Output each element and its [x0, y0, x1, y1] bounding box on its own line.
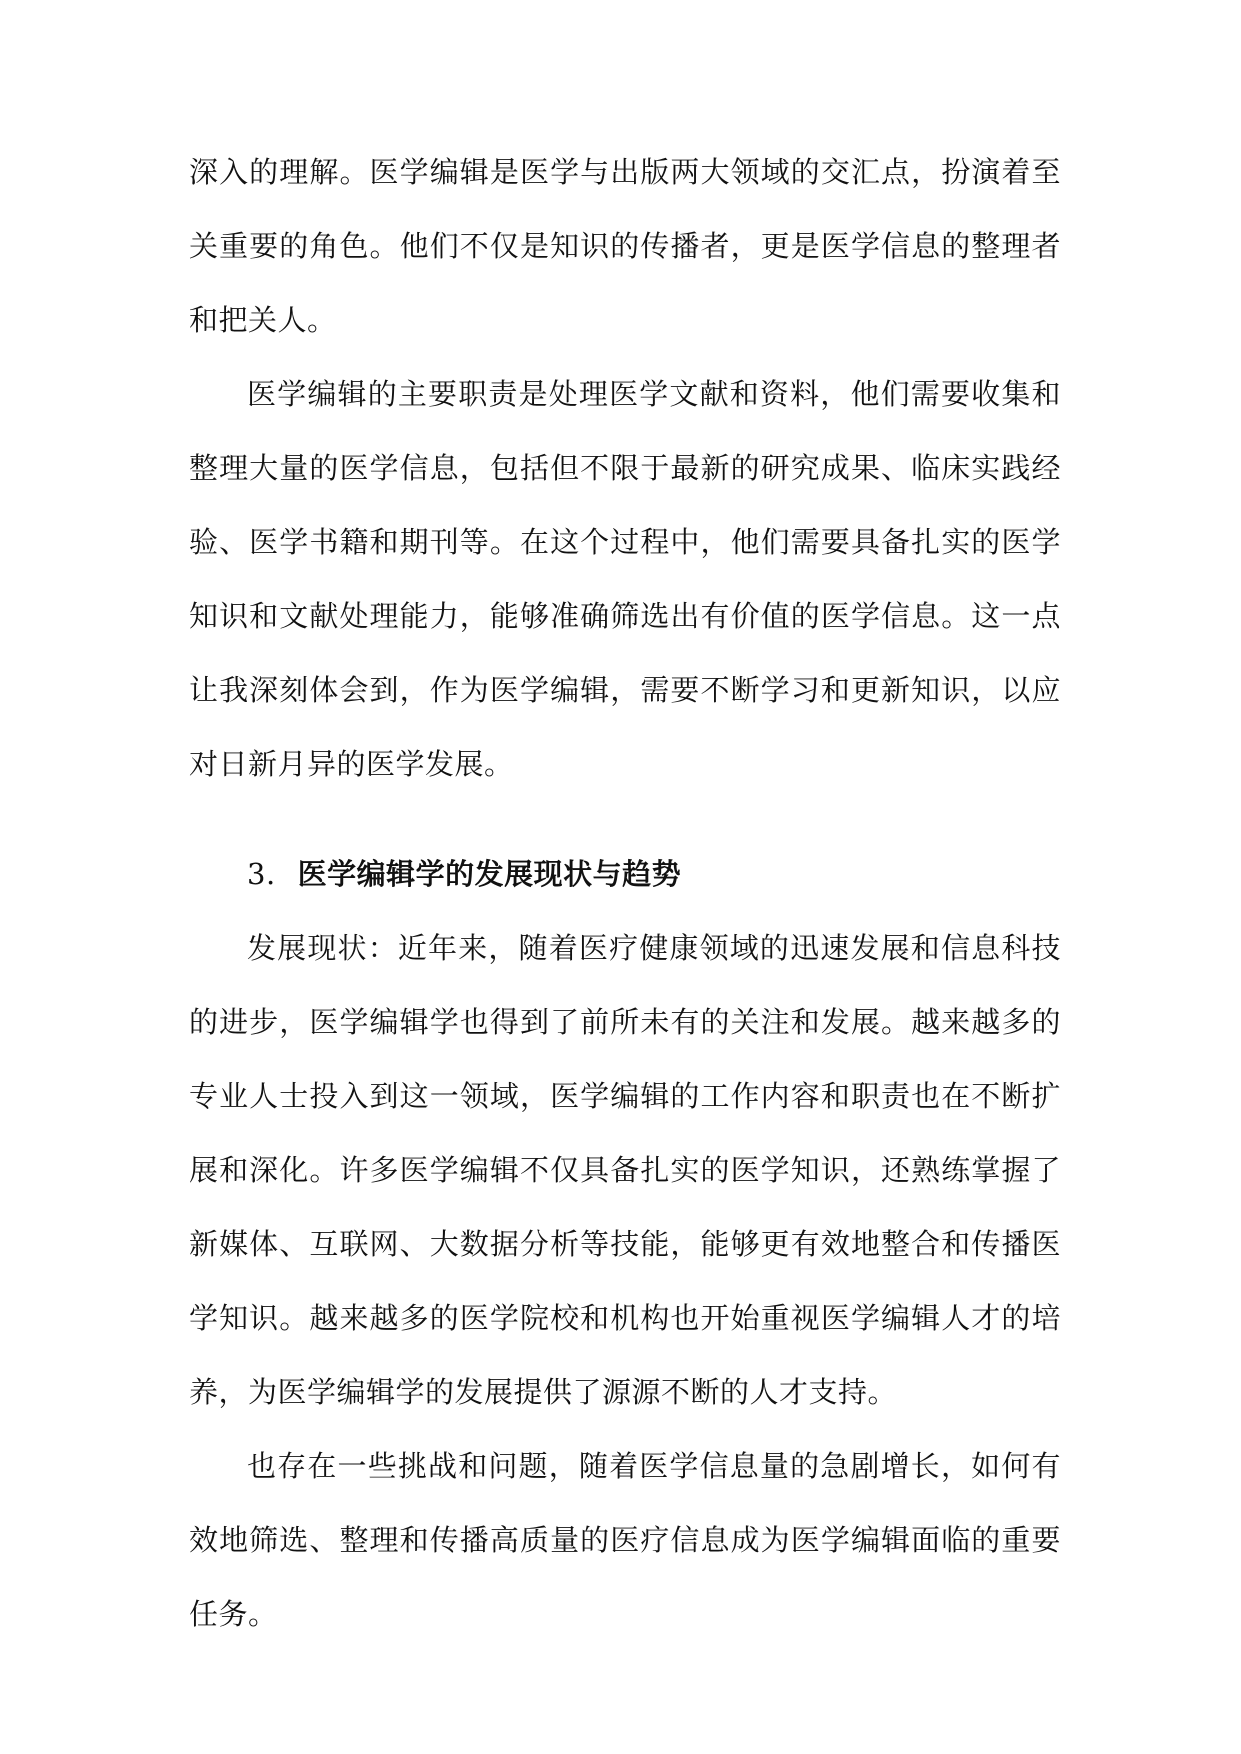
paragraph-continuation: 深入的理解。医学编辑是医学与出版两大领域的交汇点，扮演着至关重要的角色。他们不仅是知识的传播者，更是医学信息的整理者和把关人。 [189, 155, 1061, 337]
paragraph-editor-duties: 医学编辑的主要职责是处理医学文献和资料，他们需要收集和整理大量的医学信息，包括但不限于最新的研究成果、临床实践经验、医学书籍和期刊等。在这个过程中，他们需要具备扎实的医学知识和文献处理能力，能够准确筛选出有价值的医学信息。这一点让我深刻体会到，作为医学编辑，需要不断学习和更新知识，以应对日新月异的医学发展。 [189, 377, 1061, 781]
paragraph-current-status: 发展现状：近年来，随着医疗健康领域的迅速发展和信息科技的进步，医学编辑学也得到了前所未有的关注和发展。越来越多的专业人士投入到这一领域，医学编辑的工作内容和职责也在不断扩展和深化。许多医学编辑不仅具备扎实的医学知识，还熟练掌握了新媒体、互联网、大数据分析等技能，能够更有效地整合和传播医学知识。越来越多的医学院校和机构也开始重视医学编辑人才的培养，为医学编辑学的发展提供了源源不断的人才支持。 [189, 931, 1061, 1409]
paragraph-challenges: 也存在一些挑战和问题，随着医学信息量的急剧增长，如何有效地筛选、整理和传播高质量的医疗信息成为医学编辑面临的重要任务。 [189, 1449, 1061, 1631]
document-page [189, 135, 1061, 1651]
section-title: 医学编辑学的发展现状与趋势 [297, 857, 682, 891]
section-gap [189, 801, 1061, 837]
section-number: 3. [247, 857, 276, 891]
section-heading [189, 837, 1061, 911]
